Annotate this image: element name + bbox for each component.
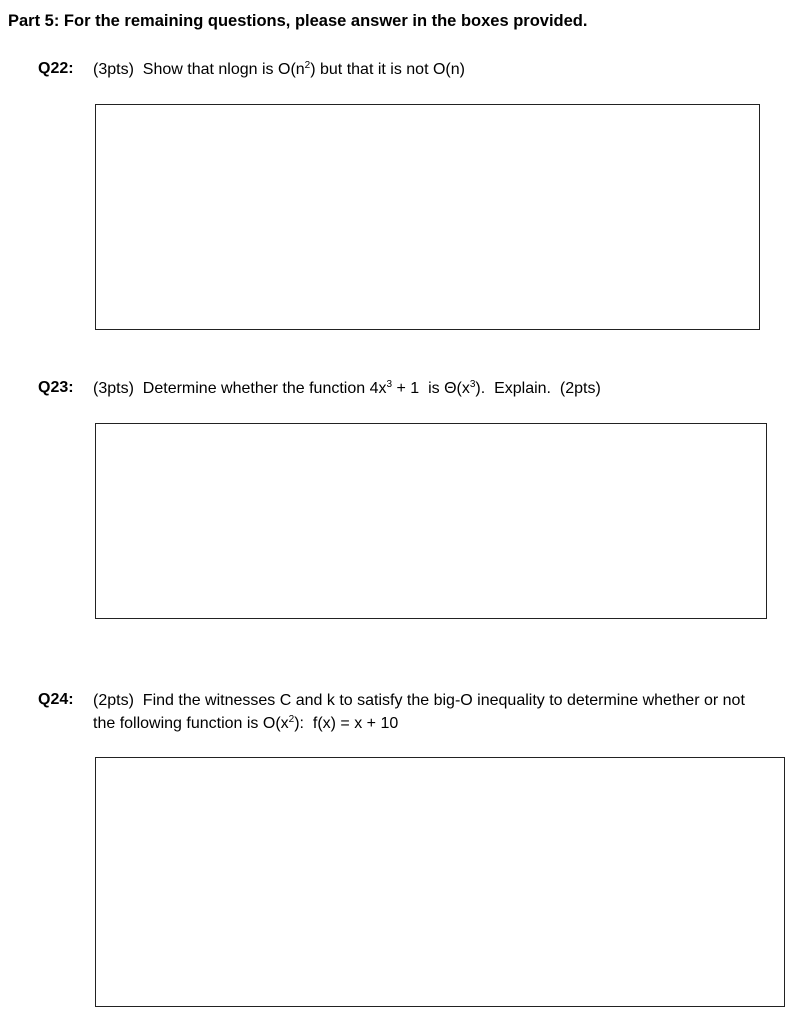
q23-text-c: ). Explain. (2pts) [475,380,601,397]
q23-text-a: Determine whether the function 4x [142,380,387,397]
q22-text-a: Show that nlogn is O(n [142,61,305,78]
question-label-q22: Q22: [38,60,74,77]
answer-box-q24[interactable] [95,757,785,1007]
q22-superscript: 2 [304,60,311,71]
q24-line-1: Find the witnesses C and k to satisfy the big-O inequality to determine whether or not [142,692,745,709]
q24-line-2-b: ): f(x) = x + 10 [294,715,399,732]
answer-box-q22[interactable] [95,104,760,330]
question-text-q23 [93,377,601,400]
points-q22: (3pts) [93,61,134,78]
answer-box-q23[interactable] [95,423,767,619]
part-heading: Part 5: For the remaining questions, please answer in the boxes provided. [8,12,588,30]
q23-superscript-a: 3 [386,379,393,390]
q24-line-2-a: the following function is O(x [93,715,289,732]
points-q24: (2pts) [93,692,134,709]
question-text-q22 [93,58,465,81]
question-text-q24 [93,689,793,735]
q23-text-b: + 1 is Θ(x [392,380,470,397]
question-label-q23: Q23: [38,379,74,396]
q24-superscript: 2 [288,714,295,725]
q23-superscript-b: 3 [469,379,476,390]
question-label-q24: Q24: [38,691,74,708]
points-q23: (3pts) [93,380,134,397]
q22-text-b: ) but that it is not O(n) [310,61,465,78]
